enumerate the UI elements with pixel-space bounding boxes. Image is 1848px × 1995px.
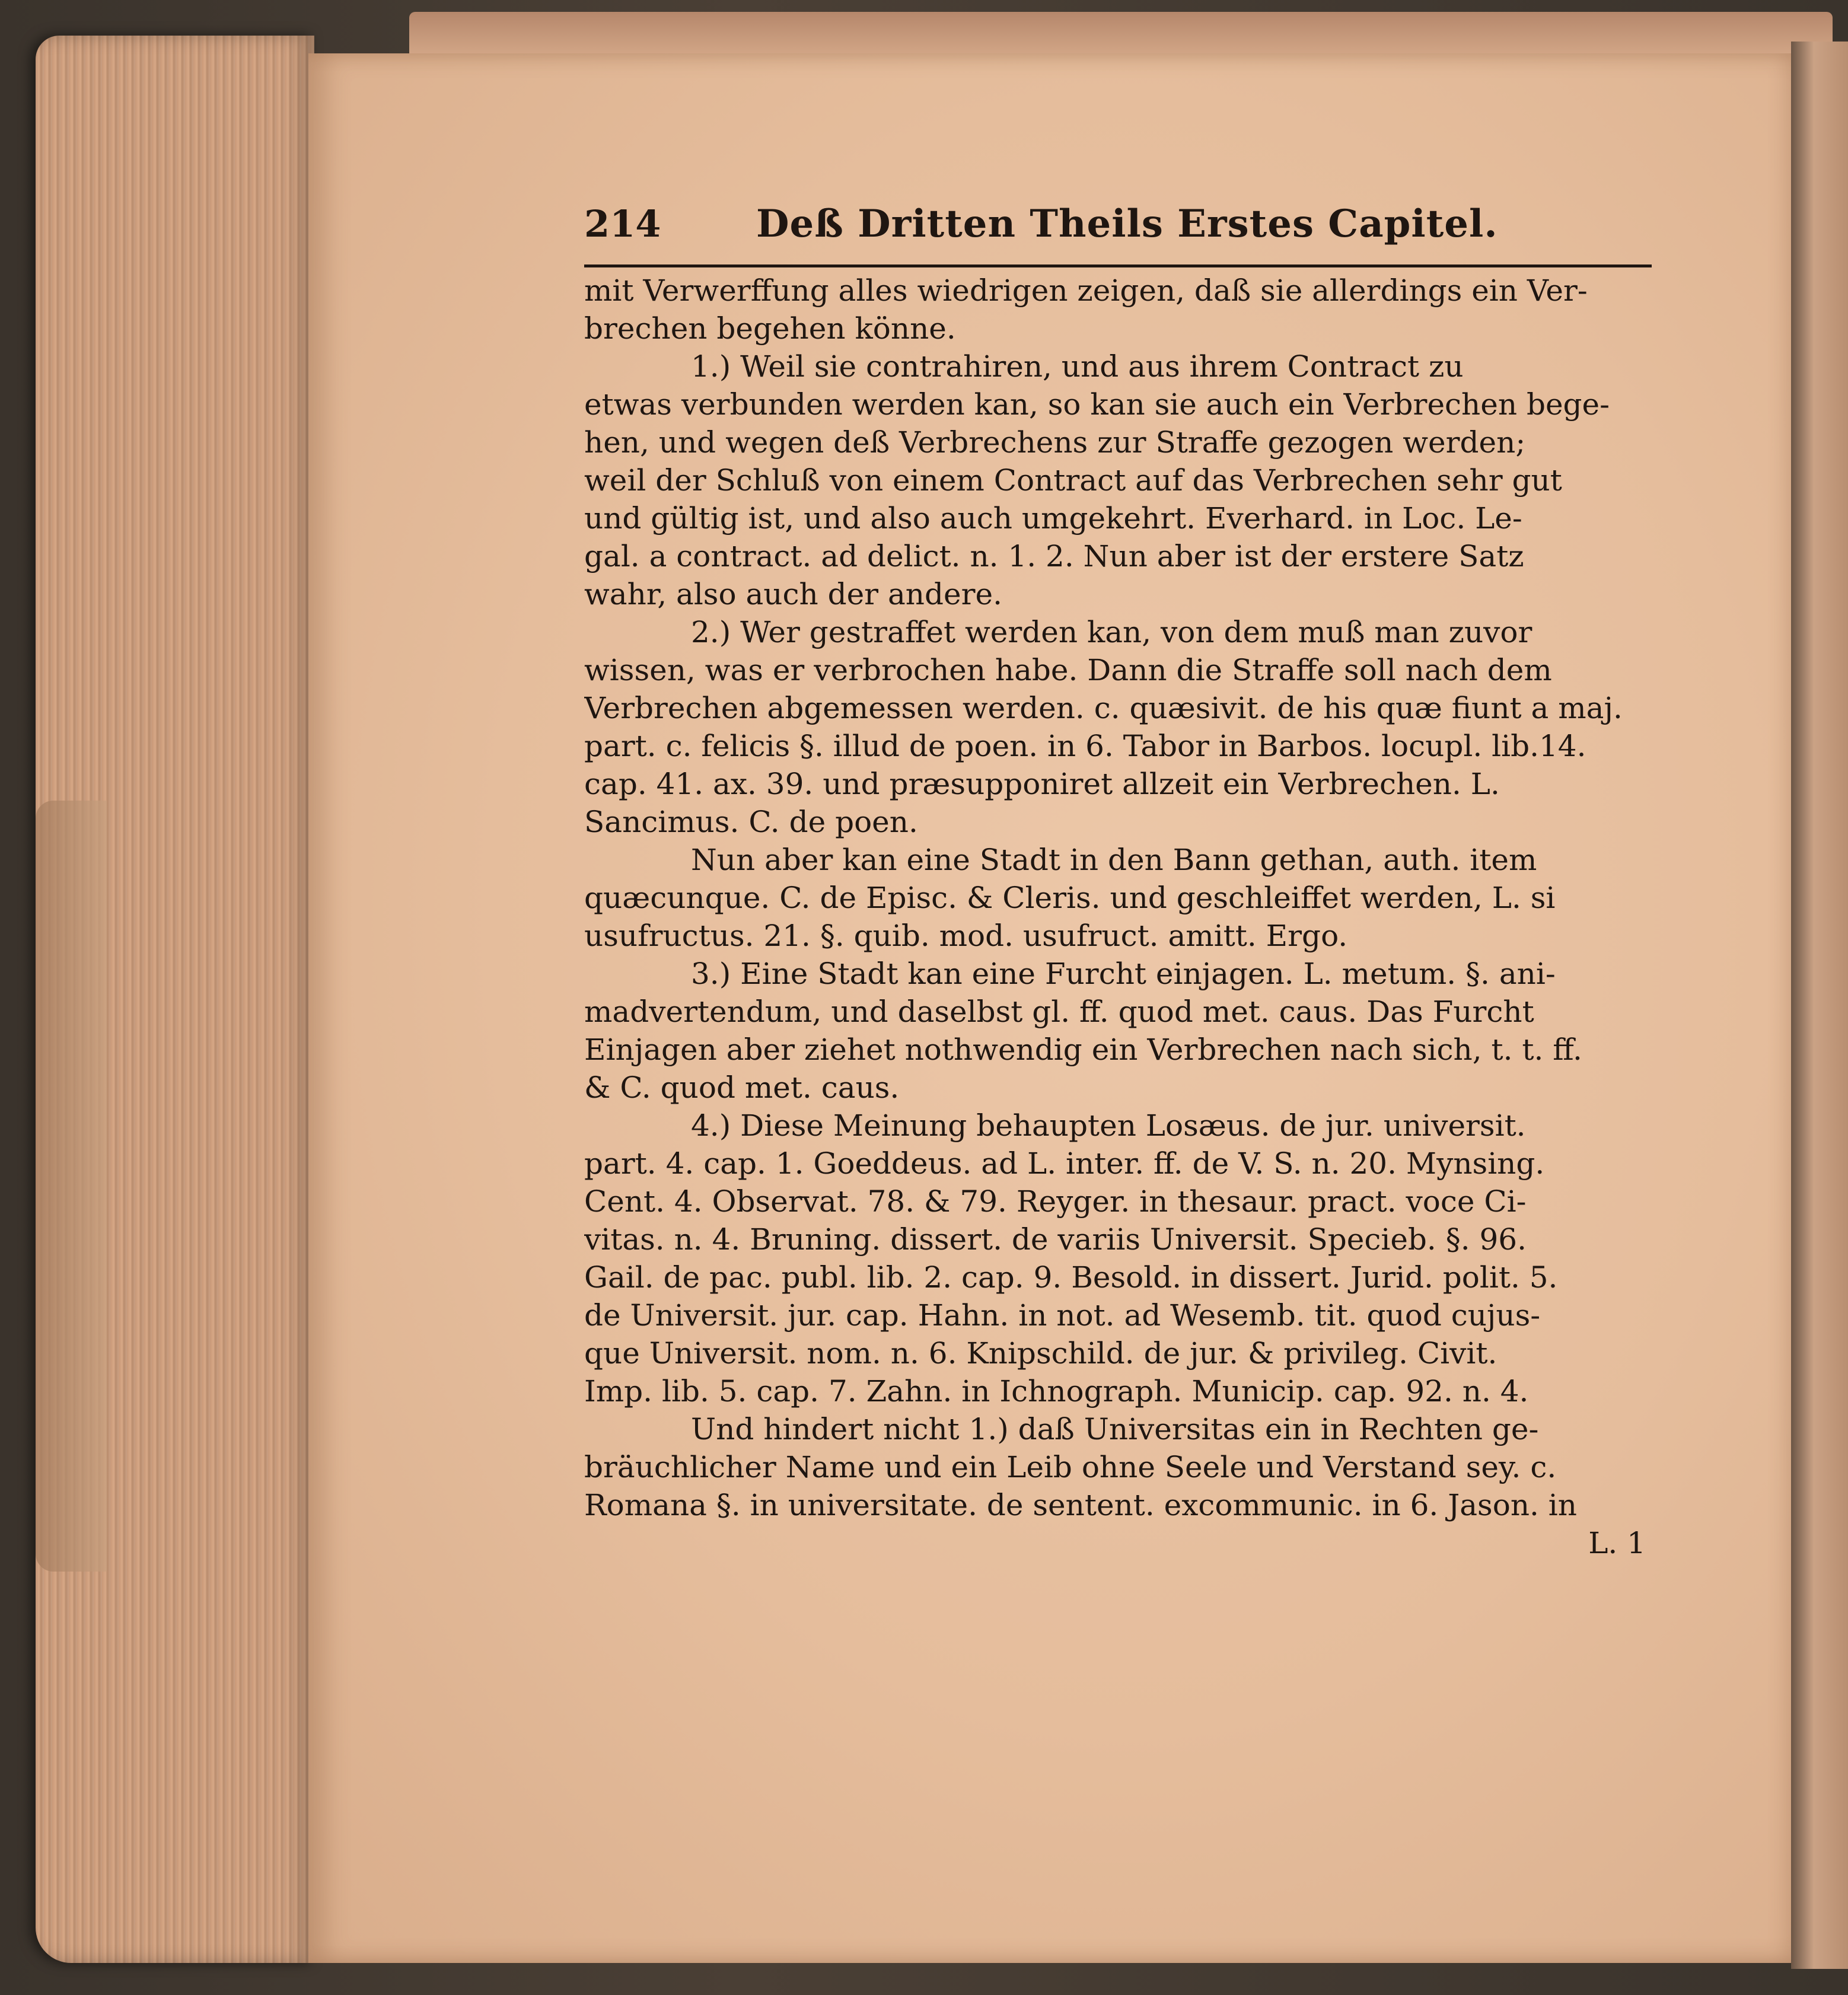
text-line: Und hindert nicht 1.) daß Universitas ein in Rechten ge- (691, 1412, 1539, 1446)
text-line: 4.) Diese Meinung behaupten Losæus. de jur. universit. (691, 1108, 1526, 1143)
text-line: gal. a contract. ad delict. n. 1. 2. Nun aber ist der erstere Satz (584, 539, 1524, 573)
text-line: 1.) Weil sie contrahiren, und aus ihrem Contract zu (691, 349, 1464, 384)
text-line: que Universit. nom. n. 6. Knipschild. de jur. & privileg. Civit. (584, 1336, 1497, 1371)
text-line: Nun aber kan eine Stadt in den Bann gethan, auth. item (691, 843, 1537, 877)
text-line: weil der Schluß von einem Contract auf das Verbrechen sehr gut (584, 463, 1562, 498)
header-rule (584, 264, 1652, 267)
text-line: Verbrechen abgemessen werden. c. quæsivit. de his quæ fiunt a maj. (584, 691, 1623, 725)
text-line: de Universit. jur. cap. Hahn. in not. ad Wesemb. tit. quod cujus- (584, 1298, 1541, 1333)
page-header (584, 202, 1652, 261)
text-line: Imp. lib. 5. cap. 7. Zahn. in Ichnograph. Municip. cap. 92. n. 4. (584, 1374, 1529, 1408)
text-line: & C. quod met. caus. (584, 1070, 900, 1105)
catchword: L. 1 (1588, 1526, 1646, 1560)
text-line: cap. 41. ax. 39. und præsupponiret allzeit ein Verbrechen. L. (584, 767, 1500, 801)
text-line: wahr, also auch der andere. (584, 577, 1002, 611)
text-line: quæcunque. C. de Episc. & Cleris. und geschleiffet werden, L. si (584, 881, 1556, 915)
text-line: part. c. felicis §. illud de poen. in 6. Tabor in Barbos. locupl. lib.14. (584, 729, 1586, 763)
text-line: usufructus. 21. §. quib. mod. usufruct. amitt. Ergo. (584, 919, 1348, 953)
text-line: madvertendum, und daselbst gl. ff. quod met. caus. Das Furcht (584, 995, 1534, 1029)
page-text-block (584, 202, 1652, 1560)
text-line: Einjagen aber ziehet nothwendig ein Verbrechen nach sich, t. t. ff. (584, 1032, 1582, 1067)
text-line: Romana §. in universitate. de sentent. excommunic. in 6. Jason. in (584, 1488, 1577, 1522)
text-line: brechen begehen könne. (584, 311, 956, 346)
running-title: Deß Dritten Theils Erstes Capitel. (756, 202, 1498, 246)
body-text (584, 272, 1652, 1562)
facing-page-edge (1791, 42, 1848, 1969)
text-line: hen, und wegen deß Verbrechens zur Straffe gezogen werden; (584, 425, 1526, 460)
text-line: und gültig ist, und also auch umgekehrt. Everhard. in Loc. Le- (584, 501, 1522, 536)
text-line: 2.) Wer gestraffet werden kan, von dem muß man zuvor (691, 615, 1532, 649)
text-line: wissen, was er verbrochen habe. Dann die Straffe soll nach dem (584, 653, 1552, 687)
page-number: 214 (584, 202, 661, 246)
text-line: bräuchlicher Name und ein Leib ohne Seele und Verstand sey. c. (584, 1450, 1557, 1484)
text-line: 3.) Eine Stadt kan eine Furcht einjagen. L. metum. §. ani- (691, 957, 1556, 991)
worn-binding (36, 801, 107, 1572)
text-line: Gail. de pac. publ. lib. 2. cap. 9. Besold. in dissert. Jurid. polit. 5. (584, 1260, 1558, 1295)
text-line: vitas. n. 4. Bruning. dissert. de variis Universit. Specieb. §. 96. (584, 1222, 1527, 1257)
text-line: part. 4. cap. 1. Goeddeus. ad L. inter. ff. de V. S. n. 20. Mynsing. (584, 1146, 1545, 1181)
text-line: etwas verbunden werden kan, so kan sie auch ein Verbrechen bege- (584, 387, 1610, 422)
text-line: mit Verwerffung alles wiedrigen zeigen, daß sie allerdings ein Ver- (584, 273, 1588, 308)
text-line: Cent. 4. Observat. 78. & 79. Reyger. in thesaur. pract. voce Ci- (584, 1184, 1527, 1219)
text-line: Sancimus. C. de poen. (584, 805, 918, 839)
